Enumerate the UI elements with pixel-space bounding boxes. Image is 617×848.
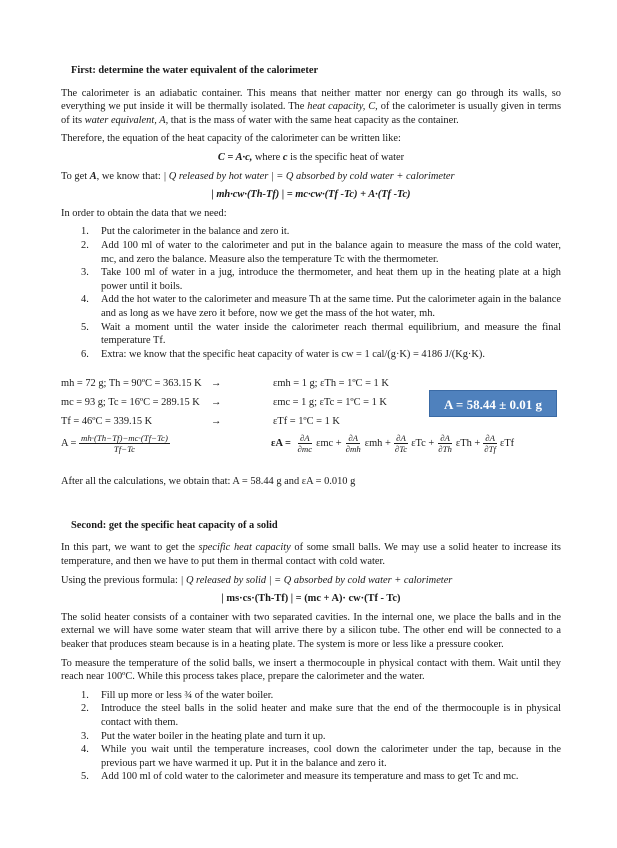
step-number: 3. [81, 267, 89, 279]
error-term: εTc + [411, 438, 435, 450]
procedure-step [81, 293, 561, 320]
after-calculations: After all the calculations, we obtain that: A = 58.44 g and εA = 0.010 g [61, 476, 356, 488]
balance-equation-2 [61, 592, 561, 606]
step-number: 2. [81, 703, 89, 715]
to-get-var: A [89, 170, 97, 182]
error-row-3: εTf = 1ºC = 1 K [273, 416, 340, 428]
step-text: While you wait until the temperature increases, cool down the calorimeter under the tap, because in the previous part we have warmed it up. Put it in the balance and zero it. [101, 744, 561, 769]
intro-emphasis-water-equivalent: water equivalent, A, [84, 114, 169, 126]
partial-numerator: ∂A [485, 433, 495, 444]
step-text: Wait a moment until the water inside the calorimeter reach thermal equilibrium, and measure the final temperature Tf. [101, 321, 561, 347]
error-term: εmh + [364, 438, 391, 450]
formula-c-var: c [282, 151, 288, 163]
step-text: Take 100 ml of water in a jug, introduce the thermometer, and heat them up in the heating plate at a high power until it boils. [101, 267, 561, 292]
section2-heading: Second: get the specific heat capacity of a solid [71, 519, 278, 531]
step-number: 3. [81, 730, 89, 742]
step-number: 5. [81, 321, 89, 333]
procedure-step [81, 225, 561, 239]
document-page [61, 64, 561, 790]
step-text: Add 100 ml of water to the calorimeter and put in the balance again to measure the mass of the cold water, mc, and zero the balance. Measure also the temperature Tc with the thermometer. [101, 239, 561, 265]
arrow-1: → [211, 378, 222, 390]
partial-denominator: ∂Tc [394, 444, 408, 455]
error-term: εTf [499, 438, 515, 450]
arrow-2: → [211, 397, 222, 409]
intro-emphasis-heat-capacity: heat capacity, C, [307, 101, 378, 113]
a-formula-denominator: Tf−Tc [113, 444, 136, 455]
error-row-2: εmc = 1 g; εTc = 1ºC = 1 K [273, 397, 387, 409]
order-intro: In order to obtain the data that we need: [61, 207, 227, 219]
procedure-step [81, 730, 561, 744]
step-number: 1. [81, 689, 89, 701]
procedure-step [81, 348, 561, 362]
formula-c-eq-ac: C = A·c, [217, 151, 253, 163]
partial-derivative [436, 433, 454, 454]
to-get-a-line [61, 170, 561, 184]
step-number: 4. [81, 294, 89, 306]
error-propagation-formula [271, 433, 514, 454]
partial-numerator: ∂A [299, 433, 310, 444]
data-row-3: Tf = 46ºC = 339.15 K [61, 416, 153, 428]
step-number: 1. [81, 226, 89, 238]
data-row-1: mh = 72 g; Th = 90ºC = 363.15 K [61, 378, 202, 390]
partial-derivative [296, 433, 315, 454]
partial-numerator: ∂A [396, 433, 406, 444]
section2-formula-statement: | Q released by solid | = Q absorbed by cold water + calorimeter [180, 574, 453, 586]
partial-denominator: ∂mc [297, 444, 313, 455]
step-text: Fill up more or less ¾ of the water boiler. [101, 689, 274, 701]
step-text: Add the hot water to the calorimeter and measure Th at the same time. Put the calorimeter again in the balance and as long as we have zero it before, now we get the mass of the hot water, mh. [101, 294, 561, 319]
intro-text-a: The calorimeter is an adiabatic container. This means that neither matter nor energy can go through its walls, so everything we put inside it will be thermally isolated. The [61, 87, 561, 113]
intro-text-b: of the calorimeter is usually given in terms of its [61, 101, 561, 126]
step-text: Put the water boiler in the heating plate and turn it up. [101, 730, 326, 742]
step-number: 4. [81, 744, 89, 756]
balance-equation-1-text: | mh·cw·(Th-Tf) | = mc·cw·(Tf -Tc) + A·(Tf -Tc) [211, 189, 411, 201]
procedure-step [81, 770, 561, 784]
partial-derivative [344, 433, 363, 454]
energy-balance-statement: | Q released by hot water | = Q absorbed by cold water + calorimeter [163, 170, 455, 182]
result-box: A = 58.44 ± 0.01 g [429, 390, 557, 417]
section1-paragraph-2: Therefore, the equation of the heat capacity of the calorimeter can be written like: [61, 133, 401, 145]
partial-numerator: ∂A [440, 433, 450, 444]
step-number: 5. [81, 771, 89, 783]
a-formula-fraction [79, 433, 170, 454]
section2-text-b: of some small balls. We may use a solid heater to increase its temperature, and then we have to put them in thermal contact with cold water. [61, 542, 561, 568]
formula-c-tail: is the specific heat of water [287, 151, 405, 163]
a-formula-lhs: A = [61, 438, 77, 450]
balance-equation-1 [61, 188, 561, 202]
measurement-data-block [61, 377, 561, 469]
procedure-list-2 [61, 689, 561, 784]
heat-capacity-formula [61, 151, 561, 165]
error-row-1: εmh = 1 g; εTh = 1ºC = 1 K [273, 378, 389, 390]
partial-denominator: ∂Th [438, 444, 452, 455]
step-text: Add 100 ml of cold water to the calorimeter and measure its temperature and mass to get Tc and mc. [101, 771, 519, 783]
procedure-step [81, 743, 561, 770]
step-number: 6. [81, 348, 89, 360]
section1-heading: First: determine the water equivalent of the calorimeter [71, 65, 319, 76]
a-formula-numerator: mh·(Th−Tf)−mc·(Tf−Tc) [81, 433, 168, 444]
procedure-step [81, 266, 561, 293]
section2-emphasis: specific heat capacity [198, 542, 291, 554]
thermocouple-paragraph: To measure the temperature of the solid balls, we insert a thermocouple in physical contact with them. Wait until they reach near 100ºC. While this process takes place, prepare the calorimeter and the water. [61, 657, 561, 683]
partial-derivative [482, 433, 498, 454]
step-text: Extra: we know that the specific heat capacity of water is cw = 1 cal/(g·K) = 4186 J/(Kg·K). [101, 348, 485, 360]
partial-denominator: ∂mh [345, 444, 361, 455]
error-term: εTh + [455, 438, 481, 450]
section2-text-a: In this part, we want to get the [61, 542, 199, 554]
procedure-step [81, 689, 561, 703]
section2-formula-line [61, 574, 561, 588]
step-text: Put the calorimeter in the balance and zero it. [101, 226, 290, 238]
step-number: 2. [81, 239, 89, 251]
balance-equation-2-text: | ms·cs·(Th-Tf) | = (mc + A)· cw·(Tf - Tc) [221, 593, 401, 605]
formula-c-where: where [252, 151, 283, 163]
procedure-step [81, 321, 561, 348]
partial-denominator: ∂Tf [484, 444, 496, 455]
section2-intro-paragraph [61, 541, 561, 568]
arrow-3: → [211, 416, 222, 428]
procedure-step [81, 702, 561, 729]
a-formula [61, 433, 170, 454]
to-get-text: To get [61, 170, 90, 182]
to-get-text-b: , we know that: [96, 170, 164, 182]
procedure-step [81, 239, 561, 266]
intro-text-c: that is the mass of water with the same heat capacity as the container. [168, 114, 459, 126]
error-term: εmc + [316, 438, 342, 450]
procedure-list-1 [61, 225, 561, 361]
partial-numerator: ∂A [348, 433, 359, 444]
error-formula-lhs: εA = [271, 438, 291, 450]
solid-heater-paragraph: The solid heater consists of a container with two separated cavities. In the internal one, we place the balls and in the external we will have some water steam that will arrive there by a silicon tube. The other end will be connected to a beaker that produces steam because is in a heating plate. The system is more or less like a pressure cooker. [61, 611, 561, 651]
section2-formula-intro: Using the previous formula: [61, 574, 181, 586]
step-text: Introduce the steel balls in the solid heater and make sure that the end of the thermocouple is in physical contact with them. [101, 703, 561, 728]
data-row-2: mc = 93 g; Tc = 16ºC = 289.15 K [61, 397, 200, 409]
section1-intro-paragraph [61, 87, 561, 128]
partial-derivative [393, 433, 409, 454]
